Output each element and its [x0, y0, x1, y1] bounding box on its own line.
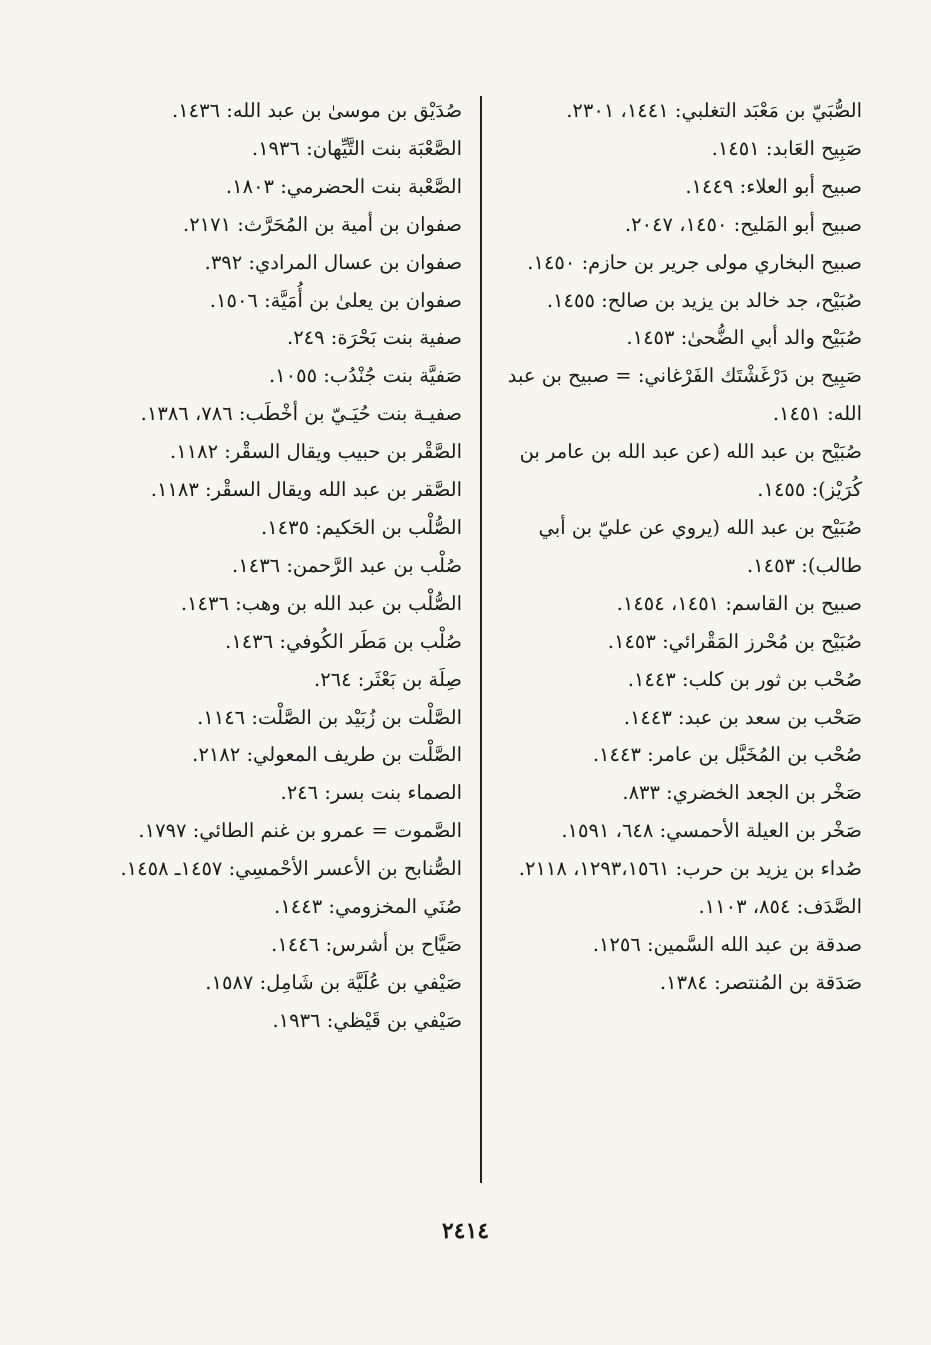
index-entry: صُداء بن يزيد بن حرب: ١٢٩٣،١٥٦١، ٢١١٨. [518, 857, 862, 881]
index-entry: صبيح البخاري مولى جرير بن حازم: ١٤٥٠. [527, 250, 862, 274]
index-entry: صبيح أبو العلاء: ١٤٤٩. [685, 174, 862, 198]
index-entry: صفوان بن يعلىٰ بن أُمَيَّة: ١٥٠٦. [209, 288, 462, 312]
index-entry: صبيح بن القاسم: ١٤٥١، ١٤٥٤. [616, 591, 862, 615]
index-entry: صُلْب بن مَطَر الكُوفي: ١٤٣٦. [225, 629, 462, 653]
index-entry: صفوان بن أمية بن المُحَرَّث: ٢١٧١. [183, 212, 462, 236]
index-entry: صَيْفي بن عُلَيَّة بن شَامِل: ١٥٨٧. [205, 970, 462, 994]
index-entry: الصَّقْر بن حبيب ويقال السقْر: ١١٨٢. [169, 440, 462, 464]
column-divider [480, 96, 482, 1183]
index-entry: صُبَيْح بن عبد الله (عن عبد الله بن عامر بن كُرَيْز): ١٤٥٥. [519, 440, 862, 502]
index-entry: الصَّدَف: ٨٥٤، ١١٠٣. [698, 895, 862, 919]
index-entry: صُحْب بن ثور بن كلب: ١٤٤٣. [627, 667, 862, 691]
index-entry: صَخْر بن الجعد الخضري: ٨٣٣. [622, 781, 862, 805]
index-entry: صدقة بن عبد الله السَّمين: ١٢٥٦. [592, 932, 862, 956]
index-entry: صَحْب بن سعد بن عبد: ١٤٤٣. [623, 705, 862, 729]
index-entry: صُلْب بن عبد الرَّحمن: ١٤٣٦. [232, 553, 462, 577]
index-entry: صُدَيْق بن موسىٰ بن عبد الله: ١٤٣٦. [171, 99, 462, 122]
index-entry: صُبَيْح والد أبي الضُّحىٰ: ١٤٥٣. [626, 326, 862, 350]
index-entry: صَيَّاح بن أشرس: ١٤٤٦. [271, 932, 462, 956]
index-entry: الصَّقر بن عبد الله ويقال السقْر: ١١٨٣. [150, 478, 462, 502]
index-entry: صُبَيْح، جد خالد بن يزيد بن صالح: ١٤٥٥. [546, 288, 862, 312]
index-entry: الصُّنابح بن الأعسر الأحْمسِي: ١٤٥٧ـ ١٤٥٨. [120, 857, 462, 881]
index-entry: الصَّموت = عمرو بن غنم الطائي: ١٧٩٧. [138, 819, 462, 843]
index-entry: صَفيَّة بنت جُنْدُب: ١٠٥٥. [268, 364, 462, 388]
index-entry: صِلَة بن بَعْثَر: ٢٦٤. [313, 667, 462, 691]
index-entry: صفوان بن عسال المرادي: ٣٩٢. [204, 250, 462, 274]
index-entry: صَيْفي بن قَيْظي: ١٩٣٦. [272, 1008, 462, 1032]
index-entry: صُبَيْح بن عبد الله (يروي عن عليّ بن أبي طالب): ١٤٥٣. [538, 515, 862, 577]
page-number: ٢٤١٤ [441, 1218, 490, 1244]
index-entry: الصُّلْب بن عبد الله بن وهب: ١٤٣٦. [180, 591, 462, 615]
index-column-left [118, 92, 462, 1040]
index-entry: الصَّعْبَة بنت التَّيِّهان: ١٩٣٦. [251, 136, 462, 160]
index-entry: صُحْب بن المُخَبَّل بن عامر: ١٤٤٣. [592, 743, 862, 767]
index-entry: صَبِيح العَابد: ١٤٥١. [711, 136, 862, 160]
index-entry: صفيـة بنت حُيَـيّ بن أخْطَب: ٧٨٦، ١٣٨٦. [140, 402, 462, 426]
index-column-right [492, 92, 862, 1002]
index-entry: الصَّلْت بن زُبَيْد بن الصَّلْت: ١١٤٦. [197, 705, 462, 729]
index-entry: الصُّبَيّ بن مَعْبَد التغلبي: ١٤٤١، ٢٣٠١. [566, 99, 862, 122]
index-entry: صَخْر بن العيلة الأحمسي: ٦٤٨، ١٥٩١. [561, 819, 862, 843]
index-entry: صُنَي المخزومي: ١٤٤٣. [274, 895, 462, 919]
index-entry: صَدَقة بن المُنتصر: ١٣٨٤. [659, 970, 862, 994]
index-entry: الصَّعْبة بنت الحضرمي: ١٨٠٣. [225, 174, 462, 198]
index-entry: الصُّلْب بن الحَكيم: ١٤٣٥. [261, 515, 462, 539]
index-entry: صُبَيْح بن مُحْرز المَقْرائي: ١٤٥٣. [607, 629, 862, 653]
index-entry: صبيح أبو المَليح: ١٤٥٠، ٢٠٤٧. [624, 212, 862, 236]
index-entry: الصماء بنت بسر: ٢٤٦. [280, 781, 462, 805]
index-entry: صفية بنت بَحْرَة: ٢٤٩. [286, 326, 462, 350]
index-entry: الصَّلْت بن طريف المعولي: ٢١٨٢. [192, 743, 462, 767]
index-entry: صَبِيح بن دَرْغَشْتَك الفَرْغاني: = صبيح بن عبد الله: ١٤٥١. [507, 364, 862, 426]
